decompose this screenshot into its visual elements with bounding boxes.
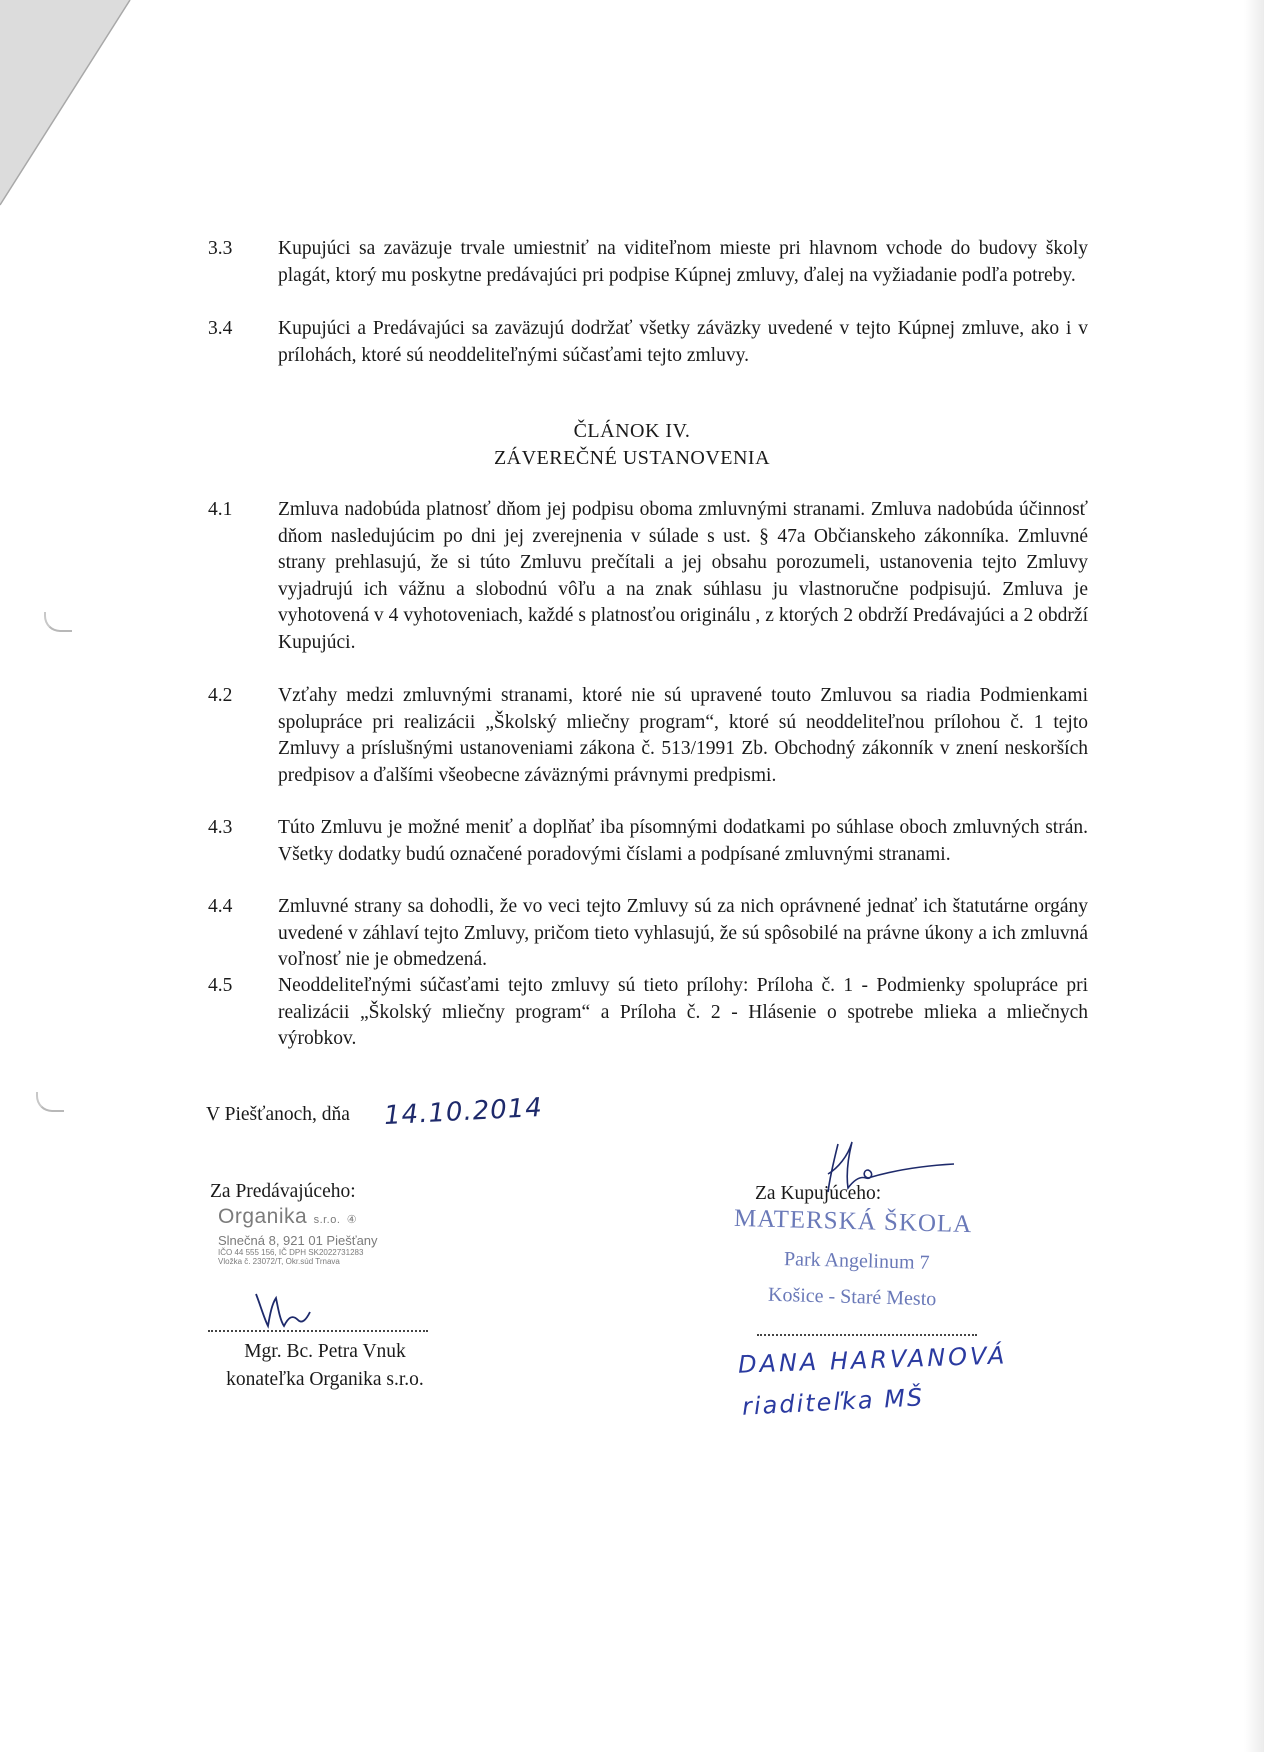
clause-number: 4.1 xyxy=(208,499,233,520)
clause-number: 3.4 xyxy=(208,318,233,339)
buyer-handwritten-role: riaditeľka MŠ xyxy=(741,1383,925,1421)
punch-hole-mark xyxy=(36,1092,64,1112)
stamp-ids: IČO 44 555 156, IČ DPH SK2022731283 xyxy=(218,1248,364,1257)
clause-4-3 xyxy=(208,815,1088,868)
clause-4-1 xyxy=(208,497,1088,656)
clause-4-5 xyxy=(208,973,1088,1053)
seller-signature-line xyxy=(208,1330,428,1332)
stamp-company-name: Organika xyxy=(218,1205,308,1228)
clause-number: 3.3 xyxy=(208,238,233,259)
clause-text: Zmluva nadobúda platnosť dňom jej podpisu oboma zmluvnými stranami. Zmluva nadobúda účinnosť dňom nasledujúcim po dni jej zverejnenia v súlade s ust. § 47a Občianskeho zákonníka. Zmluvné strany prehlasujú, že si túto Zmluvu prečítali a jej obsahu porozumeli, ustanovenia tejto Zmluvy vyjadrujú ich vážnu a slobodnú vôľu a na znak súhlasu ju vlastnoručne podpisujú. Zmluva je vyhotovená v 4 vyhotoveniach, každé s platnosťou originálu , z ktorých 2 obdrží Predávajúci a 2 obdrží Kupujúci. xyxy=(278,499,1088,653)
clause-text: Neoddeliteľnými súčasťami tejto zmluvy sú tieto prílohy: Príloha č. 1 - Podmienky spolupráce pri realizácii „Školský mliečny program“ a Príloha č. 2 - Hlásenie o spotrebe mlieka a mliečnych výrobkov. xyxy=(278,975,1088,1049)
clause-number: 4.3 xyxy=(208,817,233,838)
seller-stamp xyxy=(218,1205,448,1266)
stamp-register: Vložka č. 23072/T, Okr.súd Trnava xyxy=(218,1257,340,1266)
article-subtitle: ZÁVEREČNÉ USTANOVENIA xyxy=(493,447,771,469)
clause-3-4 xyxy=(208,316,1088,369)
clause-text: Vzťahy medzi zmluvnými stranami, ktoré nie sú upravené touto Zmluvou sa riadia Podmienkami spolupráce pri realizácii „Školský mliečny program“, ktoré sú neoddeliteľnou prílohou č. 1 tejto Zmluvy a príslušnými ustanoveniami zákona č. 513/1991 Zb. Obchodný zákonník v znení neskorších predpisov a ďalšími všeobecne záväznými právnymi predpismi. xyxy=(278,685,1088,786)
article-title: ČLÁNOK IV. xyxy=(573,420,691,442)
clause-3-3 xyxy=(208,236,1088,289)
seller-signer xyxy=(190,1338,460,1394)
clause-text: Túto Zmluvu je možné meniť a doplňať iba písomnými dodatkami po súhlase oboch zmluvných strán. Všetky dodatky budú označené poradovými číslami a podpísané zmluvnými stranami. xyxy=(278,817,1088,865)
clause-number: 4.2 xyxy=(208,685,233,706)
seller-label: Za Predávajúceho: xyxy=(210,1181,356,1202)
seller-signature xyxy=(250,1290,320,1332)
scan-edge xyxy=(1244,0,1264,1752)
stamp-address: Slnečná 8, 921 01 Piešťany xyxy=(218,1233,378,1248)
stamp-company-suffix: s.r.o. xyxy=(313,1214,341,1226)
clause-number: 4.4 xyxy=(208,896,233,917)
seller-signer-name: Mgr. Bc. Petra Vnuk xyxy=(244,1341,406,1362)
buyer-stamp-address: Park Angelinum 7 xyxy=(783,1248,930,1274)
clause-text: Zmluvné strany sa dohodli, že vo veci tejto Zmluvy sú za nich oprávnené jednať ich štatutárne orgány uvedené v záhlaví tejto Zmluvy, pričom tieto vyhlasujú, že sú spôsobilé na právne úkony a ich zmluvná voľnosť nie je obmedzená. xyxy=(278,896,1088,970)
punch-hole-mark xyxy=(44,612,72,632)
clause-4-4 xyxy=(208,894,1088,974)
buyer-stamp-title: MATERSKÁ ŠKOLA xyxy=(733,1204,973,1239)
clause-4-2 xyxy=(208,683,1088,789)
stamp-mark: ④ xyxy=(346,1214,358,1226)
handwritten-date: 14.10.2014 xyxy=(383,1092,544,1132)
seller-signer-role: konateľka Organika s.r.o. xyxy=(226,1369,424,1390)
buyer-label: Za Kupujúceho: xyxy=(755,1183,882,1204)
folded-corner xyxy=(0,0,135,210)
clause-text: Kupujúci a Predávajúci sa zaväzujú dodržať všetky záväzky uvedené v tejto Kúpnej zmluve, ako i v prílohách, ktoré sú neoddeliteľnými súčasťami tejto zmluvy. xyxy=(278,318,1088,366)
place-line: V Piešťanoch, dňa xyxy=(206,1104,350,1125)
buyer-signature-line xyxy=(757,1334,977,1336)
clause-text: Kupujúci sa zaväzuje trvale umiestniť na viditeľnom mieste pri hlavnom vchode do budovy školy plagát, ktorý mu poskytne predávajúci pri podpise Kúpnej zmluvy, ďalej na vyžiadanie podľa potreby. xyxy=(278,238,1088,286)
buyer-stamp-city: Košice - Staré Mesto xyxy=(767,1283,937,1311)
buyer-handwritten-name: DANA HARVANOVÁ xyxy=(737,1341,1008,1379)
clause-number: 4.5 xyxy=(208,975,233,996)
